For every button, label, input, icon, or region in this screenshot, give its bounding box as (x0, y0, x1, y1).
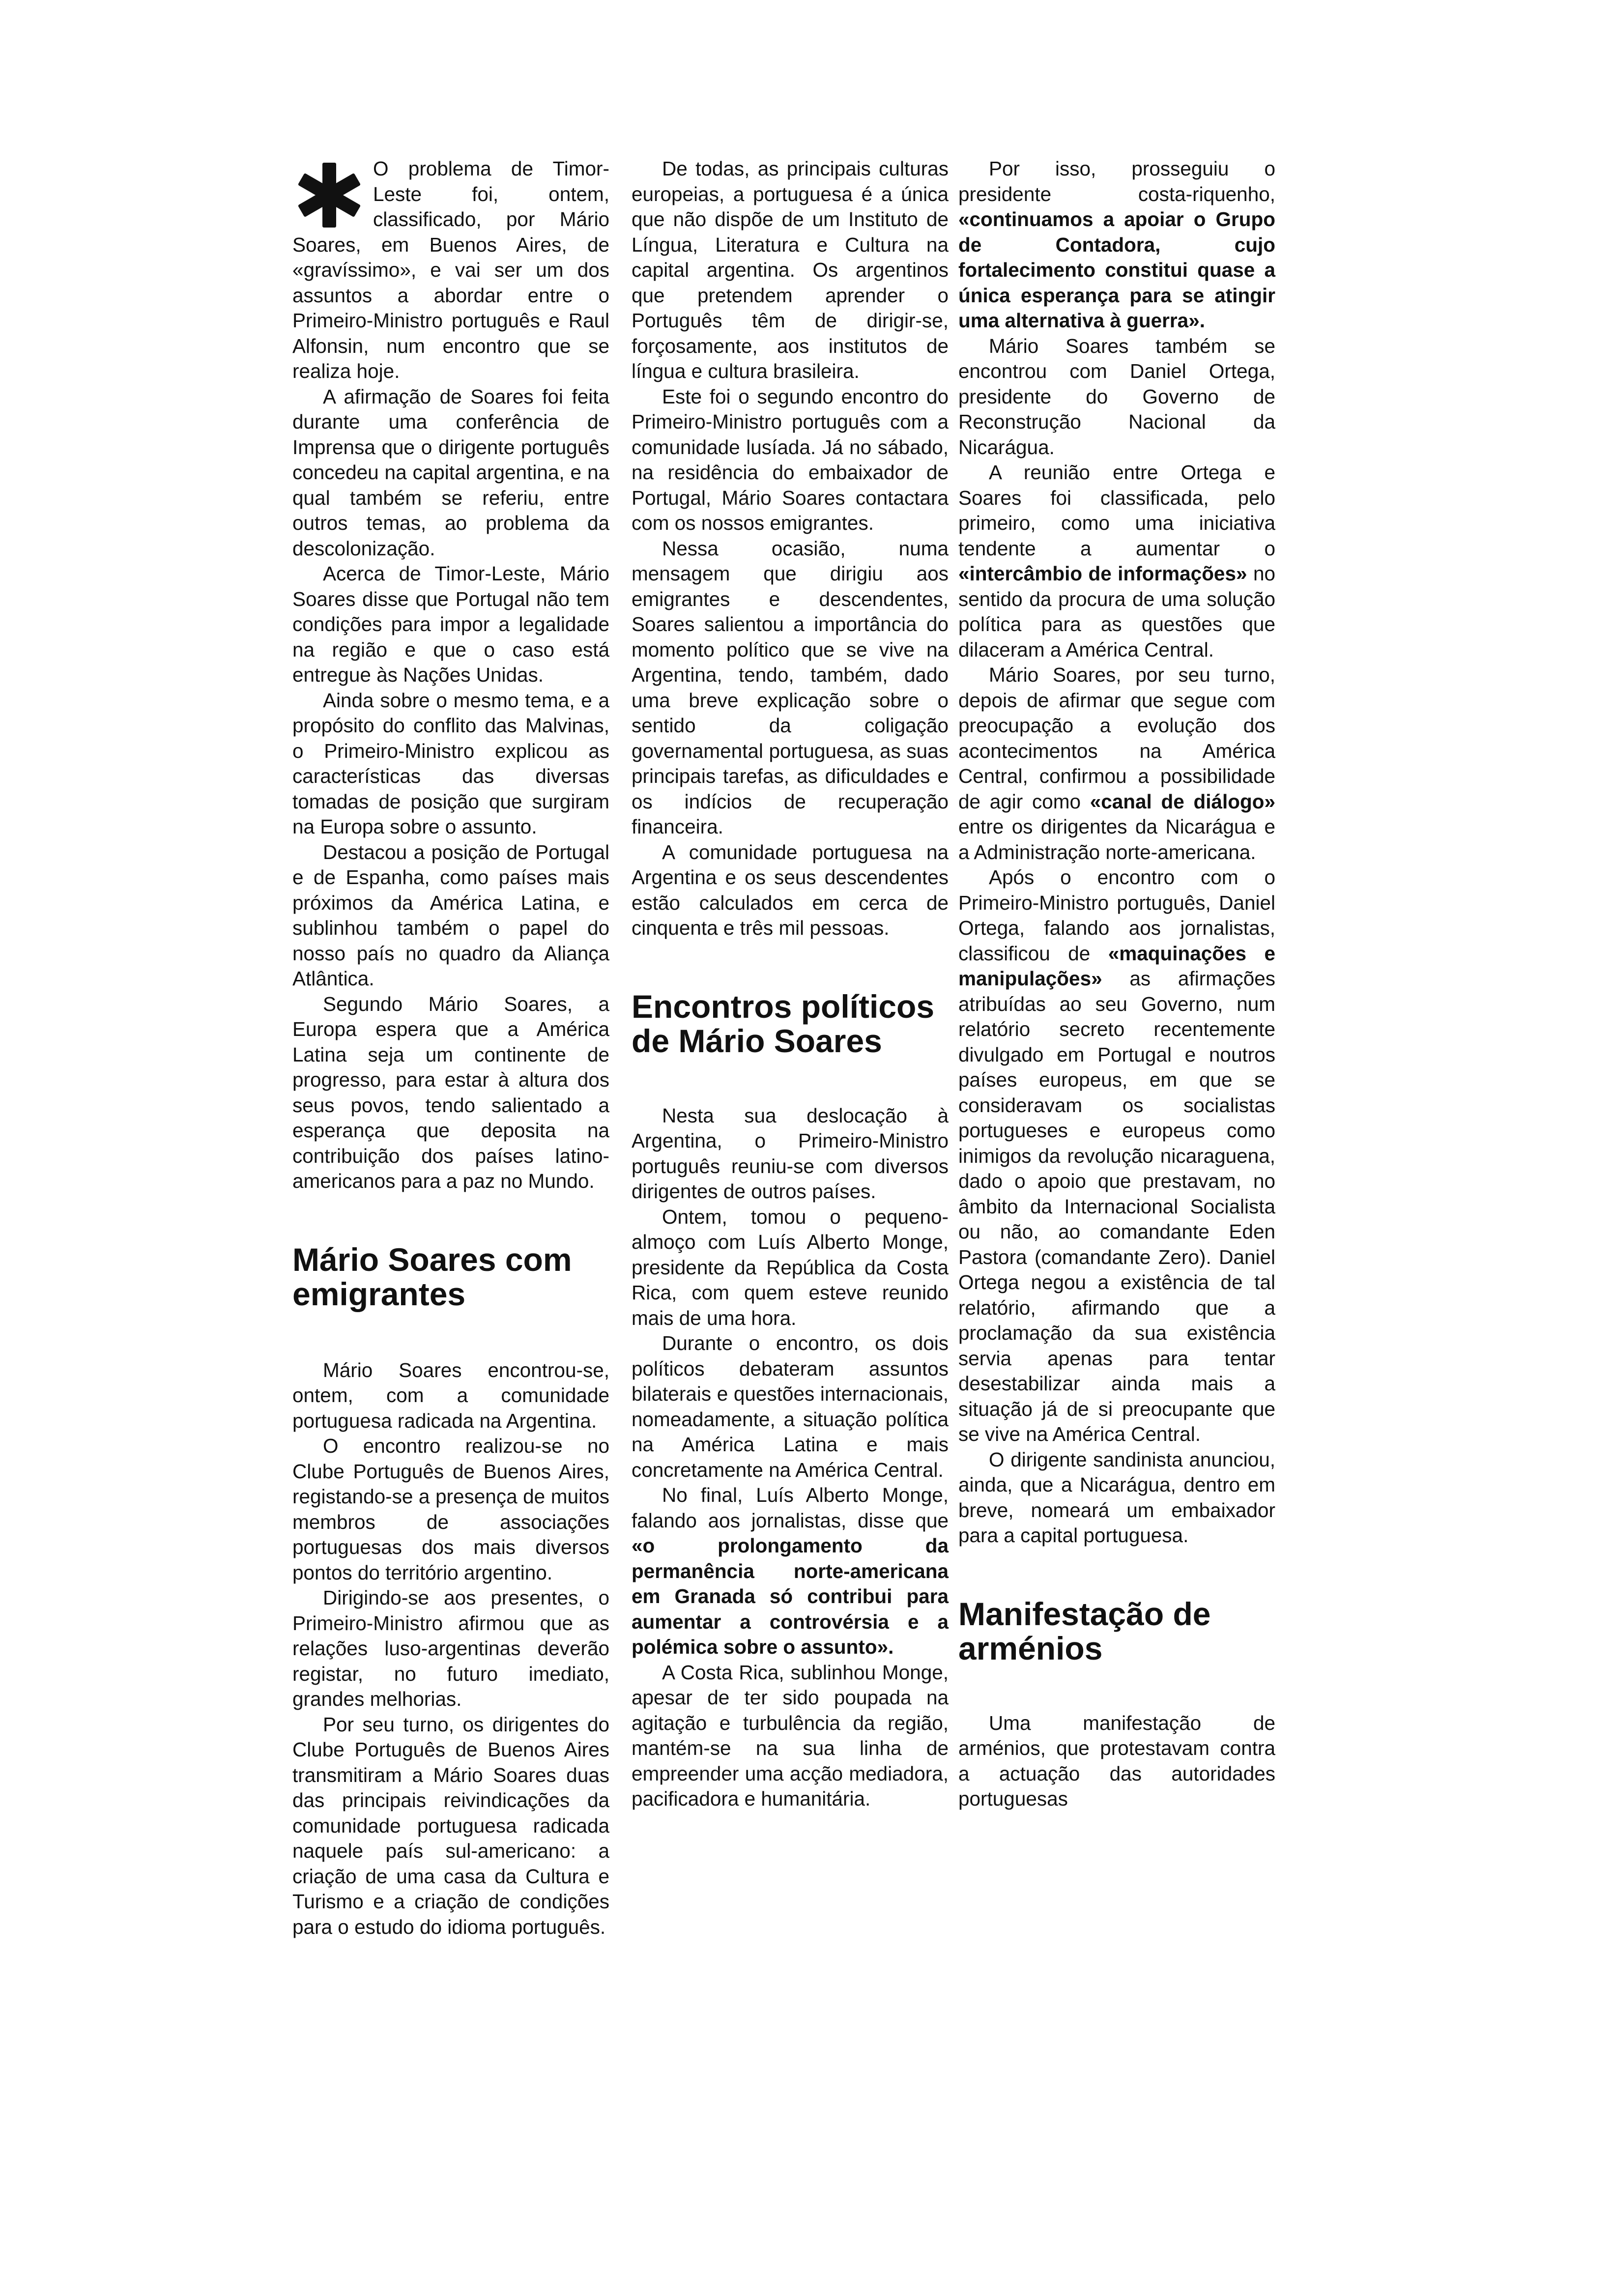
monge-quote: «o prolongamento da permanência norte-americana em Granada só contribui para aumentar a controvérsia e a polémica sobre o assunto». (632, 1534, 949, 1658)
emigrantes-paragraph: Este foi o segundo encontro do Primeiro-Ministro português com a comunidade lusíada. Já no sábado, na residência do embaixador de Portugal, Mário Soares contactara com os nossos emigrantes. (632, 385, 949, 534)
section-title-emigrantes: Mário Soares com emigrantes (292, 1241, 572, 1312)
section-title-armenios: Manifestação de arménios (958, 1595, 1211, 1666)
encontros-paragraph (958, 662, 1275, 865)
encontros-text: entre os dirigentes da Nicarágua e a Administração norte-americana. (958, 815, 1275, 863)
emigrantes-paragraph: Mário Soares encontrou-se, ontem, com a comunidade portuguesa radicada na Argentina. (292, 1358, 609, 1432)
emigrantes-paragraph: Dirigindo-se aos presentes, o Primeiro-Ministro afirmou que as relações luso-argentinas deverão registar, no futuro imediato, grandes melhorias. (292, 1586, 609, 1710)
intro-paragraph: A afirmação de Soares foi feita durante uma conferência de Imprensa que o dirigente português concedeu na capital argentina, e na qual também se referiu, entre outros temas, ao problema da descolonização. (292, 385, 609, 560)
encontros-paragraph: Durante o encontro, os dois políticos debateram assuntos bilaterais e questões internacionais, nomeadamente, a situação política na América Latina e mais concretamente na América Central. (632, 1332, 949, 1481)
armenios-paragraph: Uma manifestação de arménios, que protestavam contra a actuação das autoridades portuguesas (958, 1711, 1275, 1810)
encontros-text: no sentido da procura de uma solução política para as questões que dilaceram a América Central. (958, 562, 1275, 661)
encontros-text: Mário Soares, por seu turno, depois de afirmar que segue com preocupação a evolução dos acontecimentos na América Central, confirmou a possibilidade de agir como (958, 663, 1275, 813)
encontros-text: Após o encontro com o Primeiro-Ministro português, Daniel Ortega, falando aos jornalistas, classificou de (958, 866, 1275, 965)
emigrantes-paragraph: O encontro realizou-se no Clube Português de Buenos Aires, registando-se a presença de muitos membros de associações portuguesas dos mais diversos pontos do território argentino. (292, 1435, 609, 1584)
intro-paragraph: Acerca de Timor-Leste, Mário Soares disse que Portugal não tem condições para impor a legalidade na região e que o caso está entregue às Nações Unidas. (292, 562, 609, 686)
intro-paragraph: Destacou a posição de Portugal e de Espanha, como países mais próximos da América Latina, e sublinhou também o papel do nosso país no quadro da Aliança Atlântica. (292, 840, 609, 990)
intro-paragraph: O problema de Timor-Leste foi, ontem, classificado, por Mário Soares, em Buenos Aires, de «gravíssimo», e vai ser um dos assuntos a abordar entre o Primeiro-Ministro português e Raul Alfonsin, num encontro que se realiza hoje. (292, 157, 609, 382)
encontros-paragraph (958, 156, 1275, 334)
encontros-paragraph: Nesta sua deslocação à Argentina, o Primeiro-Ministro português reuniu-se com diversos dirigentes de outros países. (632, 1104, 949, 1203)
encontros-text: A reunião entre Ortega e Soares foi classificada, pelo primeiro, como uma iniciativa tendente a aumentar o (958, 461, 1275, 560)
encontros-text: Por isso, prosseguiu o presidente costa-riquenho, (958, 157, 1275, 205)
intro-paragraph: Ainda sobre o mesmo tema, e a propósito do conflito das Malvinas, o Primeiro-Ministro explicou as características das diversas tomadas de posição que surgiram na Europa sobre o assunto. (292, 689, 609, 838)
encontros-paragraph: O dirigente sandinista anunciou, ainda, que a Nicarágua, dentro em breve, nomeará um embaixador para a capital portuguesa. (958, 1448, 1275, 1547)
encontros-paragraph (958, 460, 1275, 662)
encontros-paragraph: A Costa Rica, sublinhou Monge, apesar de ter sido poupada na agitação e turbulência da região, mantém-se na sua linha de empreender uma acção mediadora, pacificadora e humanitária. (632, 1661, 949, 1810)
emigrantes-paragraph: Nessa ocasião, numa mensagem que dirigiu aos emigrantes e descendentes, Soares salientou a importância do momento político que se vive na Argentina, tendo, também, dado uma breve explicação sobre o sentido da coligação governamental portuguesa, as suas principais tarefas, as dificuldades e os indícios de recuperação financeira. (632, 537, 949, 838)
section-title-encontros: Encontros políticos de Mário Soares (632, 988, 935, 1059)
intercambio-quote: «intercâmbio de informações» (958, 562, 1247, 585)
encontros-text: No final, Luís Alberto Monge, falando aos jornalistas, disse que (632, 1484, 949, 1532)
asterisk-ornament-icon (292, 158, 366, 232)
emigrantes-paragraph: Por seu turno, os dirigentes do Clube Português de Buenos Aires transmitiram a Mário Soares duas das principais reivindicações da comunidade portuguesa radicada naquele país sul-americano: a criação de uma casa da Cultura e Turismo e a criação de condições para o estudo do idioma português. (292, 1713, 609, 1938)
contadora-quote: «continuamos a apoiar o Grupo de Contadora, cujo fortalecimento constitui quase a única esperança para se atingir uma alternativa à guerra». (958, 208, 1275, 332)
emigrantes-paragraph: A comunidade portuguesa na Argentina e os seus descendentes estão calculados em cerca de cinquenta e três mil pessoas. (632, 840, 949, 939)
canal-quote: «canal de diálogo» (1090, 790, 1275, 813)
encontros-paragraph (632, 1483, 949, 1660)
encontros-paragraph: Mário Soares também se encontrou com Daniel Ortega, presidente do Governo de Reconstrução Nacional da Nicarágua. (958, 334, 1275, 459)
emigrantes-paragraph: De todas, as principais culturas europeias, a portuguesa é a única que não dispõe de um Instituto de Língua, Literatura e Cultura na capital argentina. Os argentinos que pretendem aprender o Português têm de dirigir-se, forçosamente, aos institutos de língua e cultura brasileira. (632, 157, 949, 382)
maquinacoes-quote: «maquinações e manipulações» (958, 942, 1275, 990)
encontros-text: as afirmações atribuídas ao seu Governo, num relatório secreto recentemente divulgado em Portugal e noutros países europeus, em que se consideravam os socialistas portugueses e europeus como inimigos da revolução nicaraguena, dado o apoio que prestavam, no âmbito da Internacional Socialista ou não, ao comandante Eden Pastora (comandante Zero). Daniel Ortega negou a existência de tal relatório, afirmando que a proclamação da sua existência servia apenas para tentar desestabilizar ainda mais a situação já de si preocupante que se vive na América Central. (958, 967, 1275, 1445)
column-3 (958, 156, 1275, 1812)
column-2 (632, 156, 949, 1812)
asterisk-glyph (295, 161, 364, 230)
intro-paragraph: Segundo Mário Soares, a Europa espera que a América Latina seja um continente de progresso, para estar à altura dos seus povos, tendo salientado a esperança que deposita na contribuição dos países latino-americanos para a paz no Mundo. (292, 992, 609, 1192)
encontros-paragraph: Ontem, tomou o pequeno-almoço com Luís Alberto Monge, presidente da República da Costa Rica, com quem esteve reunido mais de uma hora. (632, 1205, 949, 1329)
column-1 (292, 156, 609, 1940)
encontros-paragraph (958, 865, 1275, 1447)
